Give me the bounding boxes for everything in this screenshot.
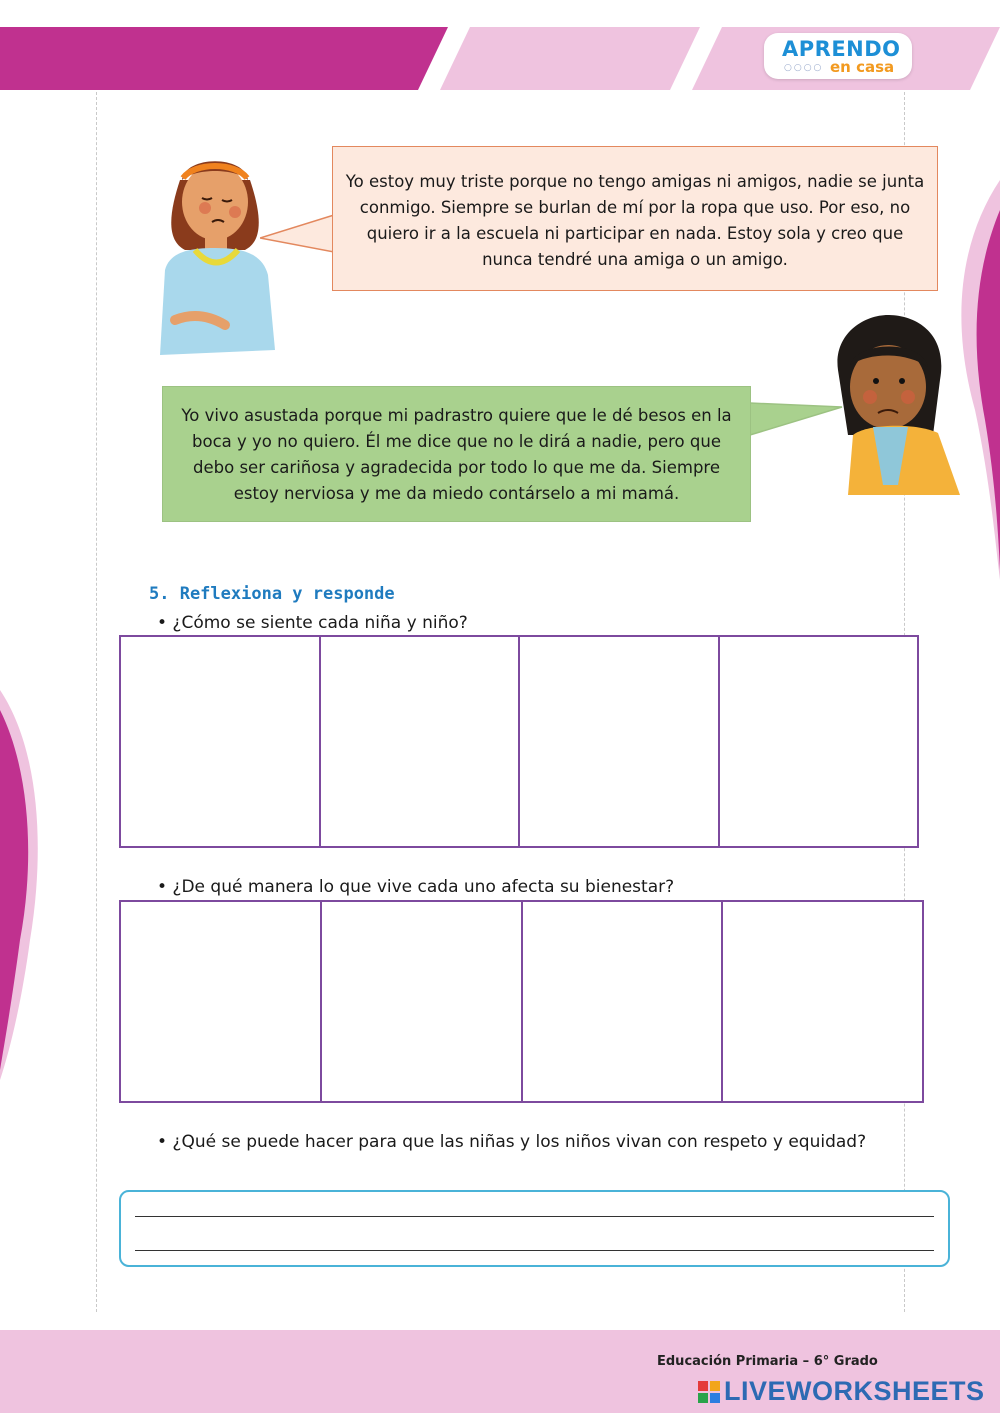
logo-title: APRENDO	[782, 37, 901, 61]
left-decoration	[0, 690, 50, 1090]
liveworksheets-brand: LIVEWORKSHEETS	[724, 1376, 985, 1406]
answer-box[interactable]	[320, 900, 523, 1103]
footer-grade: Educación Primaria – 6° Grado	[657, 1354, 878, 1369]
answer-box[interactable]	[518, 635, 720, 848]
question-2: • ¿De qué manera lo que vive cada uno afecta su bienestar?	[157, 877, 675, 897]
question-1: • ¿Cómo se siente cada niña y niño?	[157, 613, 468, 633]
scared-girl-illustration	[828, 315, 960, 500]
left-margin-guide	[96, 92, 97, 1312]
answer-box[interactable]	[119, 635, 321, 848]
answer-area-3[interactable]	[119, 1190, 950, 1267]
bubble-1-tail	[260, 210, 340, 260]
bubble-2-tail	[746, 395, 846, 445]
answer-box[interactable]	[119, 900, 322, 1103]
logo-subtitle: en casa	[830, 58, 895, 76]
answer-box[interactable]	[319, 635, 521, 848]
answer-grid-1	[119, 635, 919, 848]
speech-bubble-1: Yo estoy muy triste porque no tengo amigas ni amigos, nadie se junta conmigo. Siempre se burlan de mí por la ropa que uso. Por eso, no quiero ir a la escuela ni participar en nada. Estoy sola y creo que nunca tendré una amiga o un amigo.	[332, 146, 938, 291]
answer-box[interactable]	[521, 900, 724, 1103]
liveworksheets-icon	[698, 1381, 720, 1403]
answer-box[interactable]	[721, 900, 924, 1103]
logo-dots: ○○○○	[784, 63, 824, 73]
answer-grid-2	[119, 900, 924, 1103]
answer-line	[135, 1216, 934, 1217]
question-3: • ¿Qué se puede hacer para que las niñas y los niños vivan con respeto y equidad?	[157, 1132, 867, 1152]
answer-box[interactable]	[718, 635, 920, 848]
answer-line	[135, 1250, 934, 1251]
aprendo-logo	[764, 33, 912, 79]
speech-bubble-2: Yo vivo asustada porque mi padrastro quiere que le dé besos en la boca y yo no quiero. Él me dice que no le dirá a nadie, pero que debo ser cariñosa y agradecida por todo lo que me da. Siempre estoy nerviosa y me da miedo contárselo a mi mamá.	[162, 386, 751, 522]
section-title: 5. Reflexiona y responde	[149, 584, 395, 604]
